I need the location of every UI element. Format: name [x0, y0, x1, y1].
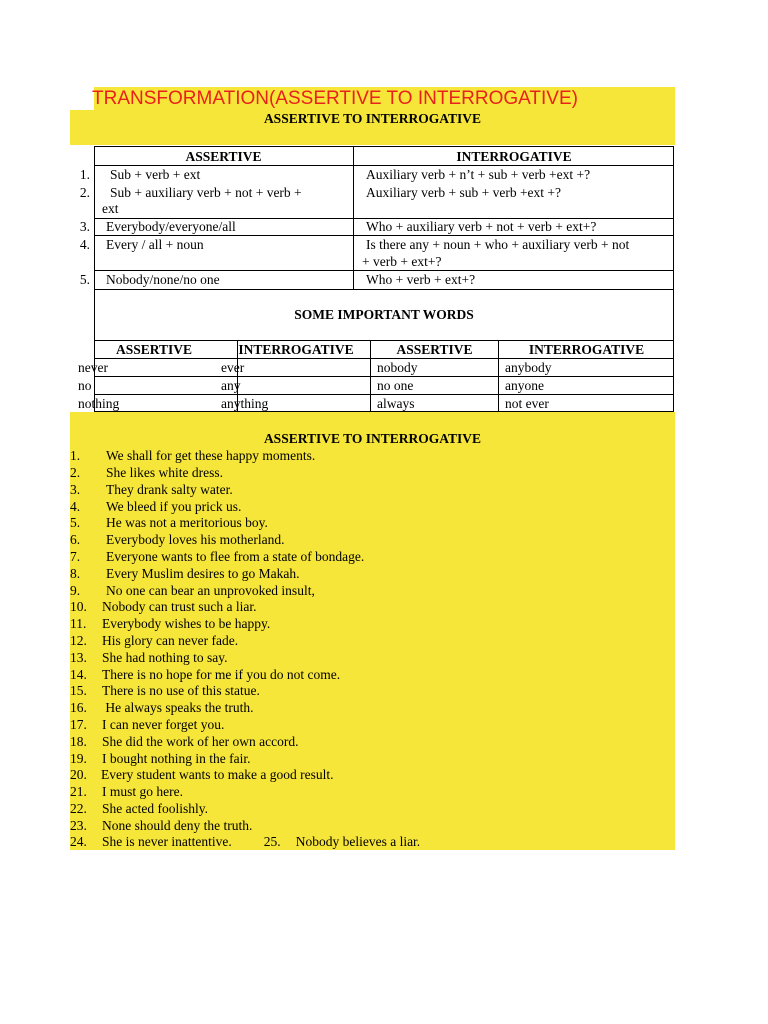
item-text: No one can bear an unprovoked insult,: [106, 583, 315, 598]
item-text: His glory can never fade.: [102, 633, 239, 648]
item-text: I can never forget you.: [102, 717, 225, 732]
list-item: [70, 750, 250, 767]
item-number: 19.: [70, 751, 87, 766]
item-text: She likes white dress.: [106, 465, 223, 480]
list-item: [70, 716, 224, 733]
list-item: [70, 682, 260, 699]
item-text: There is no use of this statue.: [102, 683, 260, 698]
item-number: 6.: [70, 532, 81, 547]
item-number: 12.: [70, 633, 87, 648]
exercise-title: ASSERTIVE TO INTERROGATIVE: [263, 431, 482, 446]
title-notch: [70, 87, 94, 110]
header-assertive: ASSERTIVE: [185, 149, 262, 164]
item-number: 3.: [70, 482, 81, 497]
word-cell: anything: [221, 396, 269, 411]
item-number: 14.: [70, 667, 87, 682]
rule-number: 5.: [79, 272, 90, 287]
header-interrogative: INTERROGATIVE: [456, 149, 572, 164]
rule-interrogative: Auxiliary verb + n’t + sub + verb +ext +?: [366, 167, 591, 182]
item-number: 23.: [70, 818, 87, 833]
rule-interrogative: Auxiliary verb + sub + verb +ext +?: [366, 185, 562, 200]
word-cell: anyone: [505, 378, 544, 393]
rule-interrogative-cont: + verb + ext+?: [362, 254, 442, 269]
words-header-interrogative: INTERROGATIVE: [238, 342, 354, 357]
item-number: 7.: [70, 549, 81, 564]
item-text: He always speaks the truth.: [102, 700, 254, 715]
rule-assertive-cont: ext: [102, 201, 119, 216]
word-cell: not ever: [505, 396, 549, 411]
word-cell: ever: [221, 360, 245, 375]
item-text: They drank salty water.: [106, 482, 233, 497]
item-number: 22.: [70, 801, 87, 816]
list-item: [70, 582, 315, 599]
word-cell: never: [78, 360, 108, 375]
words-header-assertive: ASSERTIVE: [396, 342, 473, 357]
rule-number: 3.: [79, 219, 90, 234]
page-title: TRANSFORMATION(ASSERTIVE TO INTERROGATIVE): [92, 88, 578, 109]
list-item: [70, 666, 340, 683]
item-text: Everyone wants to flee from a state of bondage.: [106, 549, 365, 564]
rule-interrogative: Who + auxiliary verb + not + verb + ext+?: [366, 219, 597, 234]
list-item: [70, 531, 284, 548]
item-number: 8.: [70, 566, 81, 581]
list-item: [70, 548, 364, 565]
words-title: SOME IMPORTANT WORDS: [294, 307, 474, 322]
item-number: 10.: [70, 599, 87, 614]
item-number: 2.: [70, 465, 81, 480]
item-number: 17.: [70, 717, 87, 732]
list-item: [70, 514, 268, 531]
rule-assertive: Sub + auxiliary verb + not + verb +: [110, 185, 302, 200]
rule-number: 1.: [79, 167, 90, 182]
item-text: There is no hope for me if you do not come.: [102, 667, 341, 682]
list-item: [70, 733, 298, 750]
rule-assertive: Sub + verb + ext: [110, 167, 201, 182]
rule-interrogative: Is there any + noun + who + auxiliary verb + not: [366, 237, 630, 252]
rule-number: 4.: [79, 237, 90, 252]
item-number: 18.: [70, 734, 87, 749]
word-cell: anybody: [505, 360, 552, 375]
table-line: [353, 146, 354, 289]
item-text: Every student wants to make a good result.: [101, 767, 334, 782]
item-text: We bleed if you prick us.: [106, 499, 242, 514]
list-item: [70, 817, 252, 834]
list-item: [70, 447, 315, 464]
item-text: Every Muslim desires to go Makah.: [106, 566, 300, 581]
rule-assertive: Everybody/everyone/all: [106, 219, 236, 234]
item-text: Everybody loves his motherland.: [106, 532, 285, 547]
item-number: 4.: [70, 499, 81, 514]
item-number: 1.: [70, 448, 81, 463]
rule-number: 2.: [79, 185, 90, 200]
list-item: [70, 464, 223, 481]
word-cell: always: [377, 396, 415, 411]
item-text: Nobody believes a liar.: [295, 834, 421, 849]
rule-interrogative: Who + verb + ext+?: [366, 272, 476, 287]
list-item: [70, 783, 183, 800]
word-cell: no: [78, 378, 92, 393]
item-number: 11.: [70, 616, 87, 631]
item-number: 25.: [263, 834, 281, 849]
item-number: 15.: [70, 683, 87, 698]
words-header-interrogative: INTERROGATIVE: [528, 342, 645, 357]
item-number: 16.: [70, 700, 87, 715]
word-cell: nobody: [377, 360, 418, 375]
list-item: [70, 699, 253, 716]
item-number: 24.: [70, 834, 87, 849]
list-item: [70, 632, 238, 649]
rule-assertive: Nobody/none/no one: [106, 272, 220, 287]
list-item: [70, 565, 299, 582]
item-text: She acted foolishly.: [102, 801, 208, 816]
list-item: [70, 498, 241, 515]
list-item: [70, 800, 208, 817]
item-number: 9.: [70, 583, 81, 598]
table-line: [94, 289, 674, 290]
item-text: None should deny the truth.: [102, 818, 253, 833]
item-number: 20.: [70, 767, 87, 782]
item-text: Everybody wishes to be happy.: [102, 616, 271, 631]
page-subtitle: ASSERTIVE TO INTERROGATIVE: [263, 111, 482, 126]
item-text: I must go here.: [102, 784, 183, 799]
list-item: [70, 766, 333, 783]
item-number: 21.: [70, 784, 87, 799]
word-cell: no one: [377, 378, 414, 393]
item-number: 5.: [70, 515, 81, 530]
list-item: [70, 481, 233, 498]
item-text: She had nothing to say.: [102, 650, 228, 665]
item-text: I bought nothing in the fair.: [102, 751, 251, 766]
word-cell: any: [221, 378, 241, 393]
item-number: 13.: [70, 650, 87, 665]
item-text: He was not a meritorious boy.: [106, 515, 268, 530]
item-text: We shall for get these happy moments.: [106, 448, 316, 463]
item-text: She did the work of her own accord.: [102, 734, 299, 749]
rule-assertive: Every / all + noun: [106, 237, 204, 252]
list-item: [70, 649, 228, 666]
item-text: Nobody can trust such a liar.: [102, 599, 257, 614]
word-cell: nothing: [78, 396, 120, 411]
item-text: She is never inattentive.: [102, 834, 232, 849]
words-header-assertive: ASSERTIVE: [115, 342, 193, 357]
list-item: [70, 615, 270, 632]
list-item: [70, 598, 256, 615]
list-item: [70, 833, 420, 850]
